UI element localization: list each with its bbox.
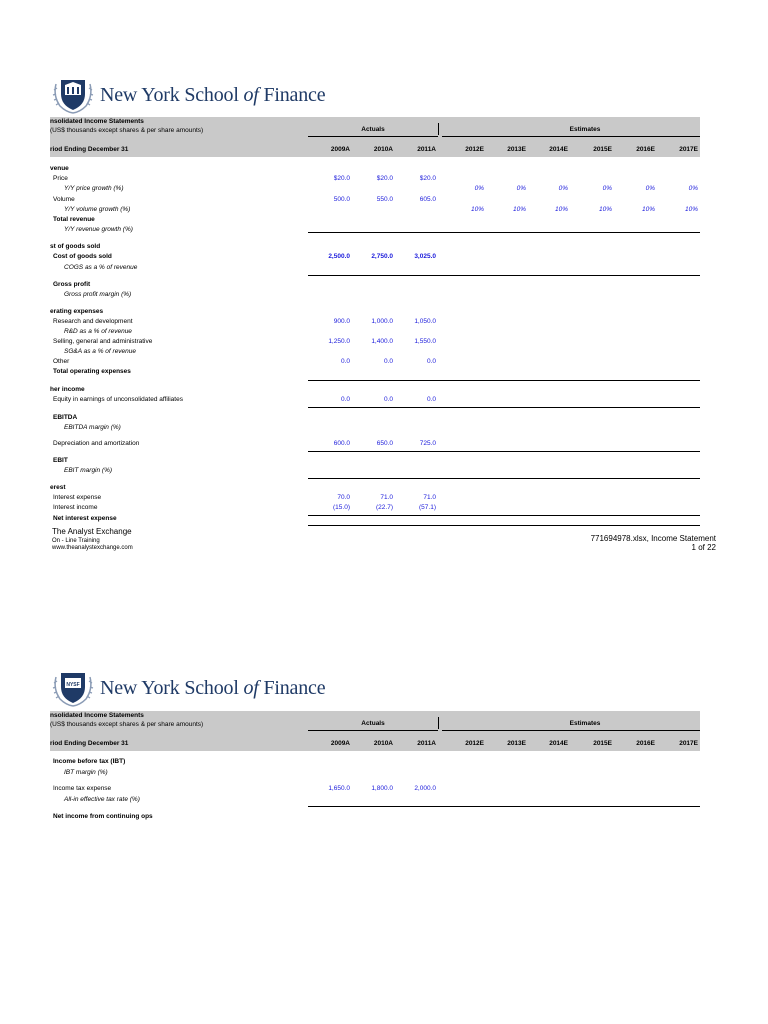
- line-item-row: [50, 165, 700, 175]
- value-cell: 10%: [684, 206, 698, 213]
- line-item-label: Equity in earnings of unconsolidated affiliates: [53, 396, 183, 403]
- line-item-label: Research and development: [53, 318, 133, 325]
- units-note: (US$ thousands except shares & per share amounts): [50, 127, 204, 134]
- line-item-label: Net interest expense: [53, 515, 117, 522]
- line-item-label: All-in effective tax rate (%): [64, 796, 140, 803]
- line-item-label: Interest income: [53, 504, 98, 511]
- year-header: 2014E: [549, 146, 568, 153]
- section-rule: [308, 515, 700, 516]
- line-item-row: [50, 308, 700, 318]
- line-item-label: R&D as a % of revenue: [64, 328, 132, 335]
- value-cell: 725.0: [419, 440, 436, 447]
- line-item-row: [50, 785, 700, 795]
- group-separator: [438, 123, 439, 135]
- line-item-row: [50, 758, 700, 768]
- actuals-underline: [308, 730, 438, 731]
- school-name: New York School of Finance: [100, 676, 326, 699]
- value-cell: 10%: [554, 206, 568, 213]
- footer-org: The Analyst Exchange: [52, 527, 132, 536]
- value-cell: 1,250.0: [328, 338, 350, 345]
- line-item-label: Total revenue: [53, 216, 95, 223]
- line-item-label: Gross profit: [53, 281, 91, 288]
- line-item-label: Total operating expenses: [53, 368, 131, 375]
- value-cell: 0.0: [340, 358, 350, 365]
- value-cell: 0%: [688, 185, 698, 192]
- line-item-row: [50, 515, 700, 525]
- value-cell: 71.0: [380, 494, 393, 501]
- period-label: riod Ending December 31: [50, 146, 129, 153]
- footer-page: 1 of 22: [691, 543, 716, 552]
- line-item-label: COGS as a % of revenue: [64, 264, 138, 271]
- line-item-label: Volume: [53, 196, 75, 203]
- value-cell: 70.0: [337, 494, 350, 501]
- line-item-row: [50, 185, 700, 195]
- value-cell: 0.0: [383, 396, 393, 403]
- value-cell: 0%: [602, 185, 612, 192]
- line-item-row: [50, 494, 700, 504]
- section-rule: [308, 478, 700, 479]
- value-cell: 10%: [598, 206, 612, 213]
- year-header: 2017E: [679, 740, 698, 747]
- line-item-label: Y/Y revenue growth (%): [64, 226, 133, 233]
- section-rule: [308, 451, 700, 452]
- section-rule: [308, 407, 700, 408]
- line-item-row: [50, 216, 700, 226]
- line-item-row: [50, 796, 700, 806]
- footer-sub1: On - Line Training: [52, 538, 100, 544]
- year-header: 2012E: [465, 146, 484, 153]
- line-item-label: Depreciation and amortization: [53, 440, 140, 447]
- seal-text: NYSF: [66, 682, 80, 688]
- line-item-row: [50, 281, 700, 291]
- value-cell: 0.0: [426, 396, 436, 403]
- actuals-underline: [308, 136, 438, 137]
- value-cell: 1,400.0: [371, 338, 393, 345]
- year-header: 2010A: [373, 740, 393, 747]
- value-cell: 0%: [645, 185, 655, 192]
- value-cell: $20.0: [333, 175, 350, 182]
- line-item-row: [50, 243, 700, 253]
- value-cell: $20.0: [419, 175, 436, 182]
- year-header: 2013E: [507, 740, 526, 747]
- line-item-row: [50, 291, 700, 301]
- line-item-row: [50, 368, 700, 378]
- year-header: 2009A: [330, 146, 350, 153]
- footer-sub2: www.theanalystexchange.com: [52, 545, 133, 551]
- statement-title: nsolidated Income Statements: [50, 118, 144, 125]
- line-item-row: [50, 318, 700, 328]
- line-item-label: Interest expense: [53, 494, 102, 501]
- section-rule: [308, 275, 700, 276]
- school-logo: [50, 76, 325, 114]
- value-cell: 1,050.0: [414, 318, 436, 325]
- section-rule: [308, 232, 700, 233]
- line-item-row: [50, 504, 700, 514]
- line-item-label: erating expenses: [50, 308, 104, 315]
- value-cell: 2,500.0: [328, 253, 350, 260]
- value-cell: 71.0: [423, 494, 436, 501]
- year-header: 2013E: [507, 146, 526, 153]
- statement-header: [50, 117, 700, 157]
- actuals-label: Actuals: [361, 126, 385, 133]
- crest-icon: [50, 669, 96, 707]
- value-cell: 0%: [516, 185, 526, 192]
- line-item-label: EBIT margin (%): [64, 467, 113, 474]
- value-cell: 0%: [474, 185, 484, 192]
- year-header: 2012E: [465, 740, 484, 747]
- period-label: riod Ending December 31: [50, 740, 129, 747]
- line-item-row: [50, 813, 700, 823]
- value-cell: 1,550.0: [414, 338, 436, 345]
- line-item-label: Net income from continuing ops: [53, 813, 153, 820]
- value-cell: 900.0: [333, 318, 350, 325]
- value-cell: 600.0: [333, 440, 350, 447]
- value-cell: 1,800.0: [371, 785, 393, 792]
- line-item-label: her income: [50, 386, 85, 393]
- line-item-label: Income tax expense: [53, 785, 112, 792]
- line-item-row: [50, 467, 700, 477]
- line-item-row: [50, 206, 700, 216]
- year-header: 2017E: [679, 146, 698, 153]
- line-item-label: venue: [50, 165, 69, 172]
- line-item-label: st of goods sold: [50, 243, 101, 250]
- statement-title: nsolidated Income Statements: [50, 712, 144, 719]
- school-logo: [50, 669, 325, 707]
- value-cell: 10%: [512, 206, 526, 213]
- line-item-label: Selling, general and administrative: [53, 338, 153, 345]
- value-cell: 1,000.0: [371, 318, 393, 325]
- footer-file: 771694978.xlsx, Income Statement: [590, 534, 716, 543]
- group-separator: [438, 717, 439, 729]
- section-rule: [308, 525, 700, 526]
- line-item-label: Y/Y volume growth (%): [64, 206, 131, 213]
- year-header: 2009A: [330, 740, 350, 747]
- actuals-label: Actuals: [361, 720, 385, 727]
- school-name: New York School of Finance: [100, 83, 326, 106]
- line-item-row: [50, 440, 700, 450]
- line-item-label: EBITDA: [53, 414, 78, 421]
- line-item-label: EBITDA margin (%): [64, 424, 121, 431]
- year-header: 2016E: [636, 740, 655, 747]
- value-cell: 0.0: [426, 358, 436, 365]
- value-cell: 605.0: [419, 196, 436, 203]
- line-item-row: [50, 175, 700, 185]
- line-item-row: [50, 253, 700, 263]
- year-header: 2015E: [593, 740, 612, 747]
- line-item-label: erest: [50, 484, 66, 491]
- line-item-label: Other: [53, 358, 70, 365]
- line-item-row: [50, 769, 700, 779]
- line-item-row: [50, 457, 700, 467]
- line-item-label: Y/Y price growth (%): [64, 185, 124, 192]
- value-cell: 500.0: [333, 196, 350, 203]
- year-header: 2010A: [373, 146, 393, 153]
- value-cell: (22.7): [376, 504, 393, 511]
- value-cell: $20.0: [376, 175, 393, 182]
- value-cell: 10%: [641, 206, 655, 213]
- value-cell: 10%: [470, 206, 484, 213]
- line-item-row: [50, 424, 700, 434]
- line-item-row: [50, 414, 700, 424]
- year-header: 2011A: [417, 146, 436, 153]
- line-item-row: [50, 328, 700, 338]
- line-item-row: [50, 386, 700, 396]
- value-cell: 2,750.0: [371, 253, 393, 260]
- value-cell: (15.0): [333, 504, 350, 511]
- estimates-underline: [442, 730, 700, 731]
- units-note: (US$ thousands except shares & per share amounts): [50, 721, 204, 728]
- statement-header: [50, 711, 700, 751]
- line-item-row: [50, 348, 700, 358]
- value-cell: (57.1): [419, 504, 436, 511]
- year-header: 2016E: [636, 146, 655, 153]
- line-item-row: [50, 358, 700, 368]
- crest-icon: [50, 76, 96, 114]
- year-header: 2014E: [549, 740, 568, 747]
- section-rule: [308, 806, 700, 807]
- value-cell: 1,650.0: [328, 785, 350, 792]
- line-item-row: [50, 338, 700, 348]
- estimates-label: Estimates: [569, 720, 601, 727]
- value-cell: 650.0: [376, 440, 393, 447]
- line-item-label: Gross profit margin (%): [64, 291, 132, 298]
- value-cell: 0.0: [383, 358, 393, 365]
- value-cell: 2,000.0: [414, 785, 436, 792]
- line-item-label: Cost of goods sold: [53, 253, 112, 260]
- value-cell: 0.0: [340, 396, 350, 403]
- line-item-label: Price: [53, 175, 68, 182]
- line-item-row: [50, 396, 700, 406]
- line-item-label: SG&A as a % of revenue: [64, 348, 137, 355]
- estimates-label: Estimates: [569, 126, 601, 133]
- line-item-label: Income before tax (IBT): [53, 758, 126, 765]
- year-header: 2015E: [593, 146, 612, 153]
- year-header: 2011A: [417, 740, 436, 747]
- value-cell: 0%: [558, 185, 568, 192]
- line-item-label: EBIT: [53, 457, 68, 464]
- section-rule: [308, 380, 700, 381]
- estimates-underline: [442, 136, 700, 137]
- line-item-row: [50, 196, 700, 206]
- value-cell: 550.0: [376, 196, 393, 203]
- line-item-row: [50, 484, 700, 494]
- line-item-row: [50, 264, 700, 274]
- line-item-row: [50, 226, 700, 236]
- value-cell: 3,025.0: [414, 253, 436, 260]
- line-item-label: IBT margin (%): [64, 769, 108, 776]
